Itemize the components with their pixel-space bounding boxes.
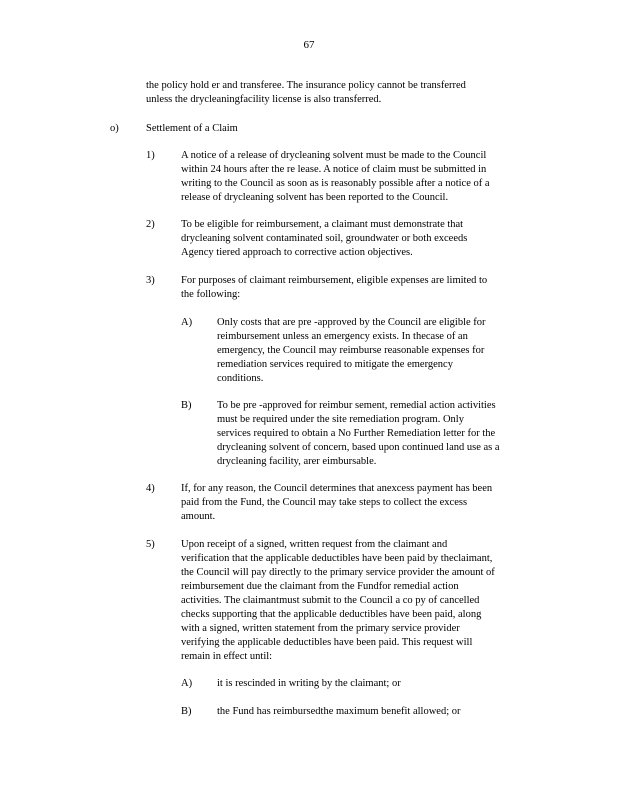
text-line: it is rescinded in writing by the claimant; or — [217, 678, 401, 689]
subitem-b2-text — [217, 705, 517, 719]
text-line: activities. The claimantmust submit to the Council a co py of cancelled — [181, 595, 480, 606]
item-label: 4) — [146, 483, 155, 494]
subitem-label: B) — [181, 400, 192, 411]
text-line: verification that the applicable deductibles have been paid by theclaimant, — [181, 553, 493, 564]
item-label: 3) — [146, 275, 155, 286]
text-line: services required to obtain a No Further Remediation letter for the — [217, 428, 496, 439]
intro-paragraph — [146, 79, 506, 107]
section-label: o) — [110, 123, 119, 134]
text-line: writing to the Council as soon as is reasonably possible after a notice of a — [181, 178, 490, 189]
item-1-text — [181, 149, 536, 205]
text-line: For purposes of claimant reimbursement, eligible expenses are limited to — [181, 275, 488, 286]
item-3-text — [181, 274, 536, 302]
subitem-label: A) — [181, 317, 193, 328]
text-line: the following: — [181, 289, 241, 300]
intro-line: the policy hold er and transferee. The insurance policy cannot be transferred — [146, 80, 466, 91]
text-line: checks supporting that the applicable deductibles have been paid, along — [181, 609, 482, 620]
text-line: conditions. — [217, 373, 264, 384]
item-4-text — [181, 482, 536, 524]
text-line: remain in effect until: — [181, 651, 273, 662]
text-line: with a signed, written statement from the primary service provider — [181, 623, 460, 634]
text-line: To be pre -approved for reimbur sement, remedial action activities — [217, 400, 496, 411]
text-line: reimbursement unless an emergency exists. In thecase of an — [217, 331, 468, 342]
text-line: the Fund has reimbursedthe maximum benefit allowed; or — [217, 706, 461, 717]
intro-line: unless the drycleaningfacility license is also transferred. — [146, 94, 382, 105]
text-line: drycleaning solvent contaminated soil, groundwater or both exceeds — [181, 233, 468, 244]
text-line: the Council will pay directly to the primary service provider the amount of — [181, 567, 495, 578]
text-line: A notice of a release of drycleaning solvent must be made to the Council — [181, 150, 487, 161]
text-line: remediation services required to mitigate the emergency — [217, 359, 453, 370]
text-line: within 24 hours after the re lease. A notice of claim must be submitted in — [181, 164, 487, 175]
text-line: If, for any reason, the Council determines that anexcess payment has been — [181, 483, 493, 494]
subitem-label: A) — [181, 678, 193, 689]
section-title: Settlement of a Claim — [146, 123, 238, 134]
text-line: release of drycleaning solvent has been reported to the Council. — [181, 192, 449, 203]
text-line: Agency tiered approach to corrective action objectives. — [181, 247, 413, 258]
text-line: drycleaning facility, arer eimbursable. — [217, 456, 377, 467]
subitem-a2-text — [217, 677, 517, 691]
text-line: must be required under the site remediation program. Only — [217, 414, 464, 425]
subitem-label: B) — [181, 706, 192, 717]
item-5-text — [181, 538, 541, 664]
text-line: reimbursement due the claimant from the Fundfor remedial action — [181, 581, 459, 592]
subitem-b-text — [217, 399, 542, 469]
item-label: 2) — [146, 219, 155, 230]
item-label: 1) — [146, 150, 155, 161]
item-label: 5) — [146, 539, 155, 550]
subitem-a-text — [217, 316, 527, 386]
text-line: Only costs that are pre -approved by the Council are eligible for — [217, 317, 486, 328]
text-line: drycleaning solvent of concern, based upon continued land use as a — [217, 442, 500, 453]
page-number: 67 — [303, 39, 315, 51]
text-line: verifying the applicable deductibles have been paid. This request will — [181, 637, 473, 648]
text-line: To be eligible for reimbursement, a claimant must demonstrate that — [181, 219, 464, 230]
text-line: Upon receipt of a signed, written request from the claimant and — [181, 539, 448, 550]
item-2-text — [181, 218, 536, 260]
text-line: emergency, the Council may reimburse reasonable expenses for — [217, 345, 485, 356]
text-line: amount. — [181, 511, 216, 522]
text-line: paid from the Fund, the Council may take steps to collect the excess — [181, 497, 468, 508]
